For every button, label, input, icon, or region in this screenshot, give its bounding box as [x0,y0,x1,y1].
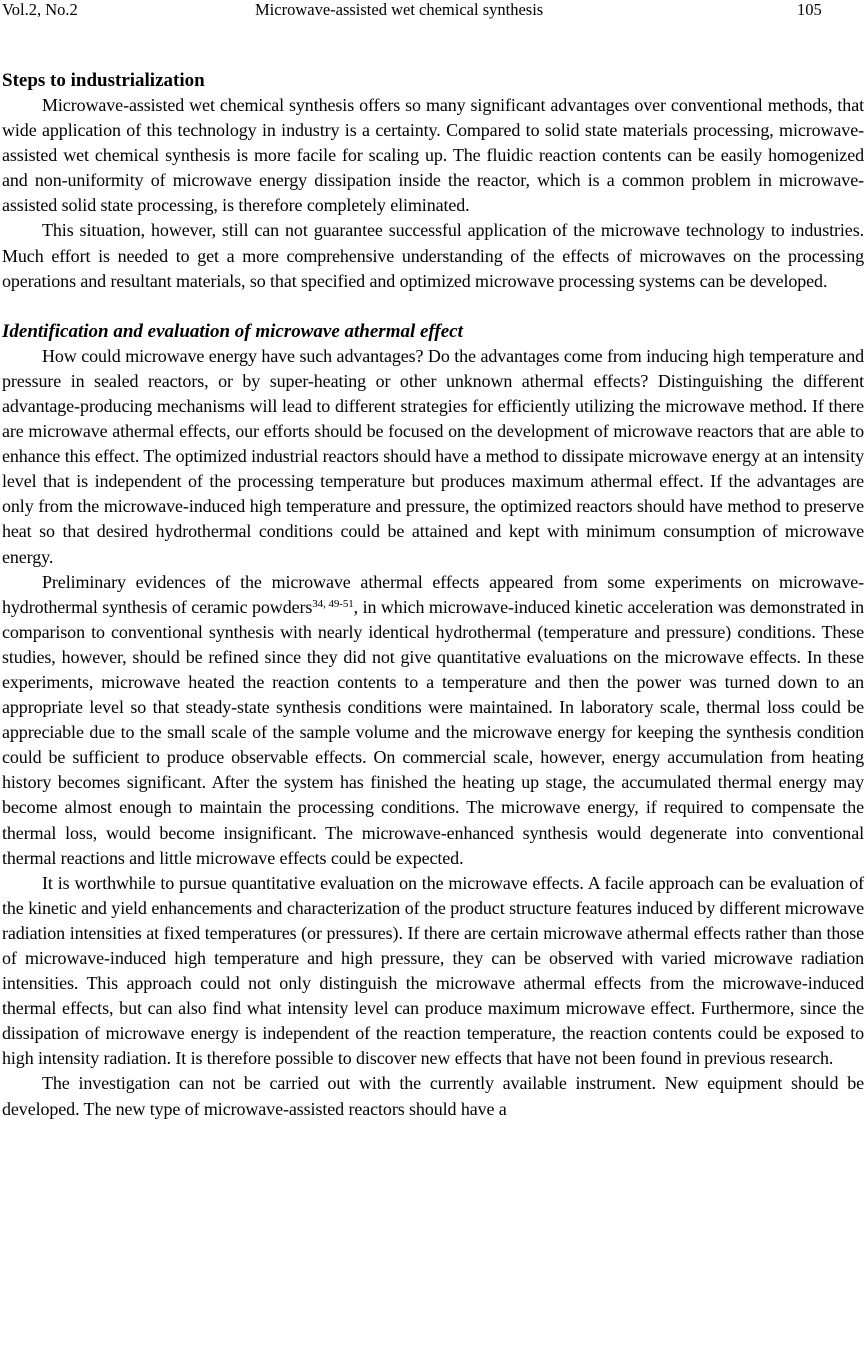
paragraph: How could microwave energy have such advantages? Do the advantages come from inducing high temperature and pressure in sealed reactors, or by super-heating or other unknown athermal effects? Distinguishing the different advantage-producing mechanisms will lead to different strategies for efficiently utilizing the microwave method. If there are microwave athermal effects, our efforts should be focused on the development of microwave reactors that are able to enhance this effect. The optimized industrial reactors should have a method to dissipate microwave energy at an intensity level that is independent of the processing temperature but produces maximum athermal effect. If the advantages are only from the microwave-induced high temperature and pressure, the optimized reactors should have method to preserve heat so that desired hydrothermal conditions could be attained and kept with minimum consumption of microwave energy. [2,345,864,567]
running-title: Microwave-assisted wet chemical synthesis [255,0,544,19]
paragraph: The investigation can not be carried out with the currently available instrument. New equipment should be developed. The new type of microwave-assisted reactors should have a [2,1073,864,1119]
running-header [2,0,864,22]
paragraph [2,570,864,871]
paragraph: This situation, however, still can not guarantee successful application of the microwave technology to industries. Much effort is needed to get a more comprehensive understanding of the effects of microwaves on the processing operations and resultant materials, so that specified and optimized microwave processing systems can be developed. [2,220,864,291]
paragraph: It is worthwhile to pursue quantitative evaluation on the microwave effects. A facile approach can be evaluation of the kinetic and yield enhancements and characterization of the product structure features induced by different microwave radiation intensities at fixed temperatures (or pressures). If there are certain microwave athermal effects rather than those of microwave-induced high temperature and high pressure, they can be observed with varied microwave radiation intensities. This approach could not only distinguish the microwave athermal effects from the microwave-induced thermal effects, but can also find what intensity level can produce maximum microwave effect. Furthermore, since the dissipation of microwave energy is independent of the reaction temperature, the reaction contents could be exposed to high intensity radiation. It is therefore possible to discover new effects that have not been found in previous research. [2,872,864,1069]
paragraph: Microwave-assisted wet chemical synthesis offers so many significant advantages over conventional methods, that wide application of this technology in industry is a certainty. Compared to solid state materials processing, microwave-assisted wet chemical synthesis is more facile for scaling up. The fluidic reaction contents can be easily homogenized and non-uniformity of microwave energy dissipation inside the reactor, which is a common problem in microwave-assisted solid state processing, is therefore completely eliminated. [2,95,864,216]
section-heading-athermal-effect: Identification and evaluation of microwave athermal effect [2,320,463,342]
paragraph-text: , in which microwave-induced kinetic acceleration was demonstrated in comparison to conventional synthesis with nearly identical hydrothermal (temperature and pressure) conditions. These studies, however, should be refined since they did not give quantitative evaluations on the microwave effects. In these experiments, microwave heated the reaction contents to a temperature and then the power was turned down to an appropriate level so that steady-state synthesis conditions were maintained. In laboratory scale, thermal loss could be appreciable due to the small scale of the sample volume and the microwave energy for keeping the synthesis condition could be sufficient to produce observable effects. On commercial scale, however, energy accumulation from heating history becomes significant. After the system has finished the heating up stage, the accumulated thermal energy may become almost enough to maintain the processing conditions. The microwave energy, if required to compensate the thermal loss, would become insignificant. The microwave-enhanced synthesis would degenerate into conventional thermal reactions and little microwave effects could be expected. [2,596,865,868]
citation-superscript: 34, 49-51 [312,597,354,610]
page [2,0,864,1122]
paragraph-text: Preliminary evidences of the microwave athermal effects appeared from some experiments on microwave-hydrothermal synthesis of ceramic powders [2,571,864,617]
page-number: 105 [797,0,822,19]
volume-label: Vol.2, No.2 [2,0,78,19]
section-heading-industrialization: Steps to industrialization [2,70,205,91]
